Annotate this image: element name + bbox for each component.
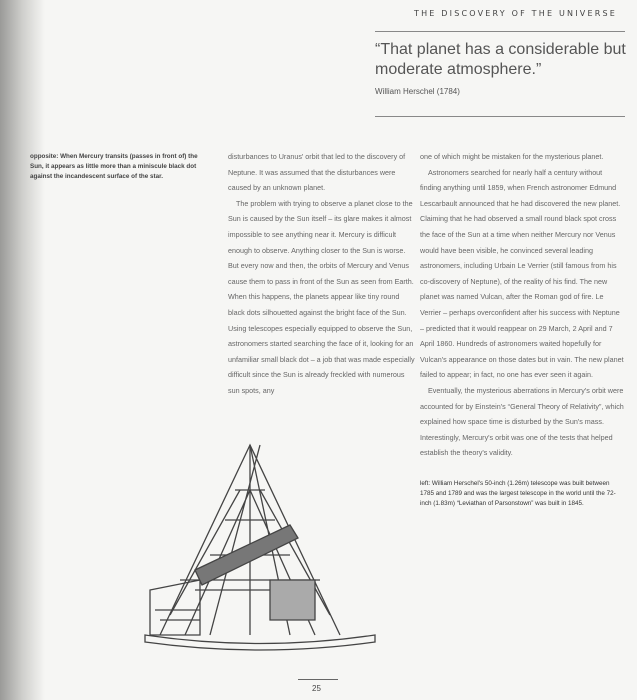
- body-column-1: [228, 149, 416, 399]
- caption-right: left: William Herschel's 50-inch (1.26m) telescope was built between 1785 and 1789 and was the largest telescope in the world until the 72-inch (1.83m) “Leviathan of Parsonstown” was built in 1845.: [420, 479, 616, 507]
- paragraph: Eventually, the mysterious aberrations in Mercury's orbit were accounted for by Einstein's “General Theory of Relativity”, which explained how space time is disturbed by the Sun's mass. Interestingly, Mercury's orbit was one of the tests that helped establish the theory's validity.: [420, 385, 624, 458]
- paragraph: one of which might be mistaken for the mysterious planet.: [420, 152, 604, 161]
- paragraph: Astronomers searched for nearly half a century without finding anything until 1859, when French astronomer Edmund Lescarbault announced that he had discovered the new planet. Claiming that he had observed a small round black spot cross the face of the Sun at a time when neither Mercury nor Venus would have been visible, he convinced several leading astronomers, including Urbain Le Verrier (still famous from his co-discovery of Neptune), of the reality of his find. The new planet was named Vulcan, after the Roman god of fire. Le Verrier – perhaps overconfident after his success with Neptune – predicted that it would reappear on 29 March, 2 April and 7 April 1860. Hundreds of astronomers waited hopefully for Vulcan's appearance on those dates but in vain. The new planet failed to appear; in fact, no one has ever seen it again.: [420, 167, 624, 380]
- page-number-rule: [298, 679, 338, 680]
- quote-rule: [375, 116, 625, 117]
- running-head: THE DISCOVERY OF THE UNIVERSE: [413, 9, 617, 18]
- body-column-2: [420, 149, 625, 509]
- paragraph: disturbances to Uranus' orbit that led to the discovery of Neptune. It was assumed that the disturbances were caused by an unknown planet.: [228, 152, 406, 193]
- caption-left: opposite: When Mercury transits (passes in front of) the Sun, it appears as little more than a miniscule black dot against the incandescent surface of the star.: [30, 153, 198, 180]
- page-number: 25: [312, 684, 321, 693]
- quote-block: [375, 40, 627, 96]
- page-binding-shadow: [0, 0, 45, 700]
- quote-attribution: William Herschel (1784): [375, 87, 460, 96]
- pull-quote: “That planet has a considerable but moderate atmosphere.”: [375, 41, 626, 78]
- telescope-illustration: [140, 430, 380, 655]
- header-rule: [375, 31, 625, 32]
- paragraph: The problem with trying to observe a planet close to the Sun is caused by the Sun itself – its glare makes it almost impossible to see anything near it. Mercury is difficult enough to observe. Anything closer to the Sun is worse. But every now and then, the orbits of Mercury and Venus cause them to pass in front of the Sun as seen from Earth. When this happens, the planets appear like tiny round black dots silhouetted against the bright face of the Sun. Using telescopes especially equipped to observe the Sun, astronomers started searching the face of it, looking for an unfamiliar small black dot – a job that was made especially difficult since the Sun is already freckled with numerous sun spots, any: [228, 198, 415, 395]
